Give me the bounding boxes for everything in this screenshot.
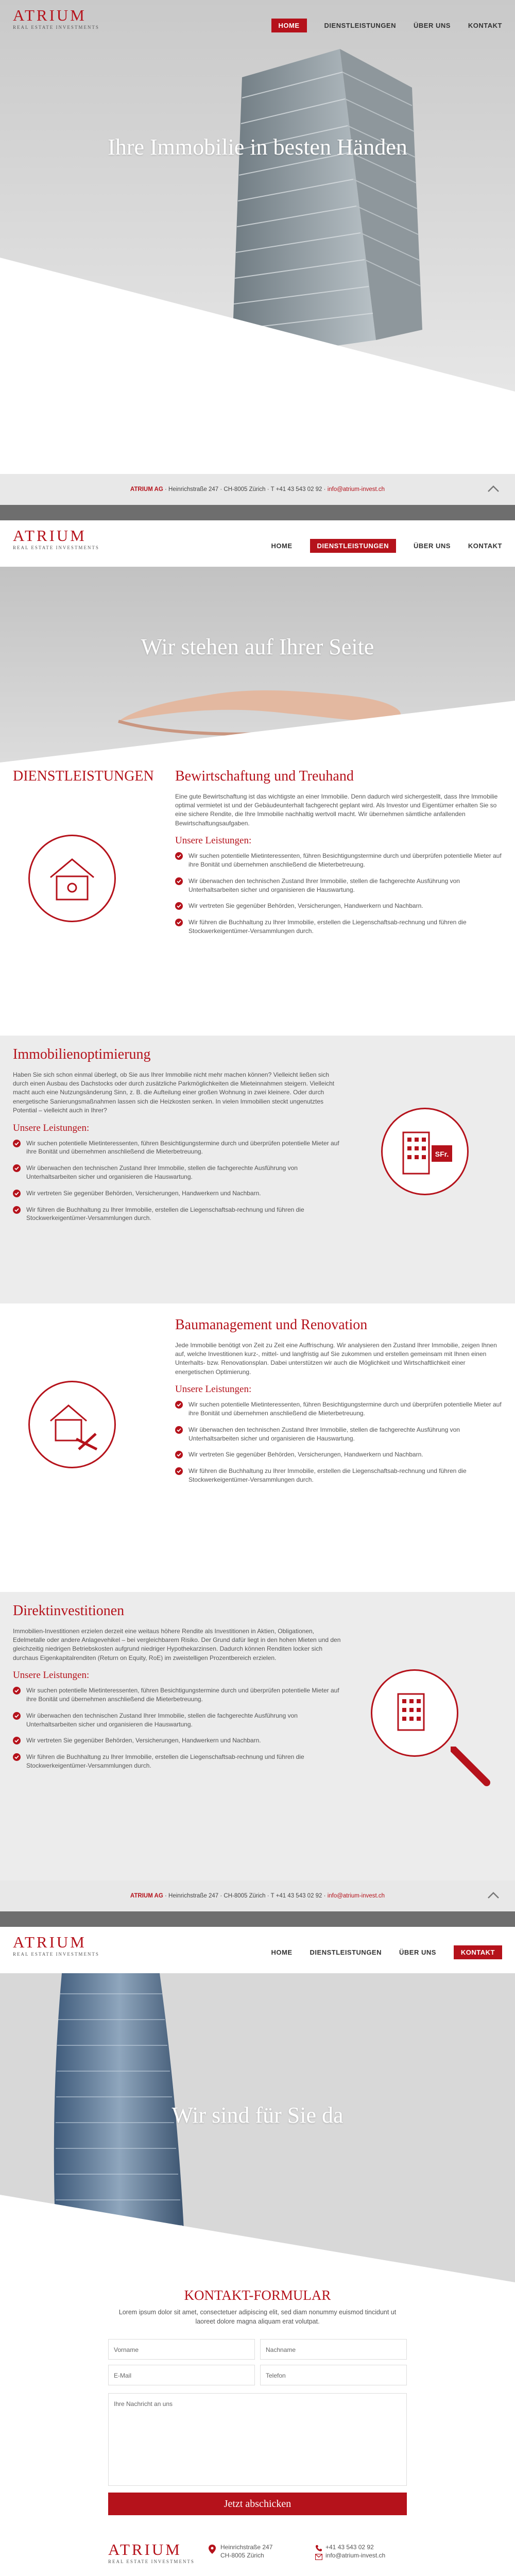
- logo-tagline: REAL ESTATE INVESTMENTS: [108, 2559, 195, 2564]
- contact-info: [0, 2537, 515, 2576]
- check-icon: [175, 1401, 183, 1409]
- nav-ueber-uns[interactable]: ÜBER UNS: [414, 542, 451, 550]
- service-list-title: Unsere Leistungen:: [175, 835, 252, 846]
- email-field[interactable]: E-Mail: [108, 2365, 255, 2385]
- list-item: Wir suchen potentielle Mietinteressenten, führen Besichtigungstermine durch und überprüfen potentielle Mieter auf ihre Bonität und übernehmen anschließend die Mieterbetreuung.: [175, 1400, 505, 1418]
- footer-bar: [0, 1880, 515, 1911]
- nav-ueber-uns[interactable]: ÜBER UNS: [399, 1948, 436, 1956]
- nav-dienstleistungen[interactable]: DIENSTLEISTUNGEN: [310, 539, 396, 553]
- logo-name: ATRIUM: [13, 1933, 87, 1951]
- contact-hero: [0, 1973, 515, 2282]
- main-menu: [271, 19, 502, 32]
- services-hero: [0, 567, 515, 762]
- section-divider: [0, 1911, 515, 1927]
- service-text: Eine gute Bewirtschaftung ist das wichtigste an einer Immobilie. Denn dadurch wird sichergestellt, dass Ihre Immobilie optimal vermietet ist und der Gebäudeunterhalt fachgerecht geplant wird. Als Investor und Eigentümer erhalten Sie so eine sichere Rendite, die Ihre Immobilie nachhaltig wertvoll macht. Wir übernehmen sämtliche anfallenden Bewirtschaftungsaufgaben.: [175, 792, 498, 827]
- service-title: Direktinvestitionen: [13, 1603, 125, 1619]
- logo[interactable]: [13, 1934, 99, 1957]
- check-icon: [175, 902, 183, 910]
- list-item: Wir vertreten Sie gegenüber Behörden, Versicherungen, Handwerkern und Nachbarn.: [13, 1736, 342, 1745]
- address-line-2: CH-8005 Zürich: [220, 2552, 264, 2559]
- list-item: Wir führen die Buchhaltung zu Ihrer Immobilie, erstellen die Liegenschaftsab-rechnung und führen die Stockwerkeigentümer-Versammlungen durch.: [13, 1206, 342, 1223]
- hero-slant: [0, 701, 515, 762]
- mail-icon: [315, 2554, 322, 2560]
- service-list: [175, 1400, 505, 1484]
- footer-address: · Heinrichstraße 247 · CH-8005 Zürich · T +41 43 543 02 92 ·: [165, 486, 326, 493]
- list-item: Wir überwachen den technischen Zustand Ihrer Immobilie, stellen die fachgerechte Ausführung von Unterhaltsarbeiten sicher und organisieren die Hauswartung.: [175, 877, 505, 894]
- list-item: Wir suchen potentielle Mietinteressenten, führen Besichtigungstermine durch und überprüfen potentielle Mieter auf ihre Bonität und übernehmen anschließend die Mieterbetreuung.: [175, 852, 505, 869]
- nachname-field[interactable]: Nachname: [260, 2339, 407, 2360]
- check-icon: [175, 1426, 183, 1434]
- section-divider: [0, 505, 515, 520]
- house-key-icon: [28, 835, 116, 922]
- scroll-top-icon[interactable]: [485, 1887, 502, 1904]
- check-icon: [13, 1737, 21, 1744]
- address-line-1: Heinrichstraße 247: [220, 2544, 273, 2551]
- logo-name: ATRIUM: [108, 2540, 182, 2558]
- footer-address: · Heinrichstraße 247 · CH-8005 Zürich · T +41 43 543 02 92 ·: [165, 1893, 326, 1899]
- hero-title: Wir sind für Sie da: [171, 2103, 344, 2128]
- footer-company: ATRIUM AG: [130, 486, 163, 493]
- nav-kontakt[interactable]: KONTAKT: [454, 1945, 502, 1959]
- list-item: Wir führen die Buchhaltung zu Ihrer Immobilie, erstellen die Liegenschaftsab-rechnung und führen die Stockwerkeigentümer-Versammlungen durch.: [175, 1467, 505, 1484]
- logo-tagline: REAL ESTATE INVESTMENTS: [13, 25, 99, 30]
- svg-text:SFr.: SFr.: [435, 1150, 449, 1158]
- logo[interactable]: [13, 7, 99, 30]
- service-text: Jede Immobilie benötigt von Zeit zu Zeit eine Auffrischung. Wir analysieren den Zustand Ihrer Immobilie, zeigen Ihnen auf, welche Investitionen kurz-, mittel- und langfristig auf Sie zukommen und erstellen gemeinsam mit Ihnen einen Unterhalts- bzw. Renovationsplan. Dabei unterstützen wir auch die Möglichkeit und Wirtschaftlichkeit einer energetischen Optimierung.: [175, 1341, 497, 1376]
- contact-phone[interactable]: +41 43 543 02 92: [325, 2544, 374, 2551]
- logo-tagline: REAL ESTATE INVESTMENTS: [13, 1952, 99, 1957]
- list-item: Wir vertreten Sie gegenüber Behörden, Versicherungen, Handwerkern und Nachbarn.: [175, 1450, 505, 1459]
- nav-dienstleistungen[interactable]: DIENSTLEISTUNGEN: [324, 22, 396, 29]
- logo-name: ATRIUM: [13, 527, 87, 545]
- nav-home[interactable]: HOME: [271, 542, 293, 550]
- contact-form-section: [0, 2282, 515, 2576]
- check-icon: [175, 919, 183, 926]
- list-item: Wir überwachen den technischen Zustand Ihrer Immobilie, stellen die fachgerechte Ausführung von Unterhaltsarbeiten sicher und organisieren die Hauswartung.: [175, 1426, 505, 1443]
- service-title: Baumanagement und Renovation: [175, 1317, 368, 1333]
- check-icon: [175, 1467, 183, 1475]
- top-navigation-contact: [0, 1927, 515, 1973]
- footer-email[interactable]: info@atrium-invest.ch: [327, 1893, 385, 1899]
- hero-title: Wir stehen auf Ihrer Seite: [141, 634, 374, 659]
- search-building-icon: [371, 1669, 458, 1757]
- check-icon: [175, 877, 183, 885]
- service-optimierung: [0, 1036, 515, 1303]
- service-list-title: Unsere Leistungen:: [13, 1670, 90, 1681]
- submit-button[interactable]: Jetzt abschicken: [108, 2493, 407, 2515]
- phone-icon: [315, 2545, 322, 2552]
- logo-tagline: REAL ESTATE INVESTMENTS: [13, 545, 99, 550]
- location-pin-icon: [209, 2545, 216, 2554]
- footer-email[interactable]: info@atrium-invest.ch: [327, 486, 385, 493]
- service-text: Immobilien-Investitionen erzielen derzeit eine weitaus höhere Rendite als Investitionen in Aktien, Obligationen, Edelmetalle oder andere Anlagevehikel – bei vergleichbarem Risiko. Der Grund dafür liegt in den hohen Mieten und den gleichzeitig niedrigen Betriebskosten aufgrund niedriger Hypothekarzinsen. Dadurch können Renditen locker sich durchaus Eigenkapitalrenditen (Return on Equity, RoE) im zweistelligen Prozentbereich erzielen.: [13, 1627, 341, 1662]
- top-navigation-services: [0, 520, 515, 567]
- service-bau: [0, 1303, 515, 1592]
- vorname-field[interactable]: Vorname: [108, 2339, 255, 2360]
- check-icon: [13, 1190, 21, 1197]
- renovation-icon: [28, 1381, 116, 1468]
- list-item: Wir suchen potentielle Mietinteressenten, führen Besichtigungstermine durch und überprüfen potentielle Mieter auf ihre Bonität und übernehmen anschließend die Mieterbetreuung.: [13, 1139, 342, 1157]
- hero-slant: [0, 2195, 515, 2282]
- contact-title: KONTAKT-FORMULAR: [184, 2287, 331, 2303]
- nav-ueber-uns[interactable]: ÜBER UNS: [414, 22, 451, 29]
- service-list: [175, 852, 505, 936]
- hero-slant: [0, 258, 515, 474]
- list-item: Wir vertreten Sie gegenüber Behörden, Versicherungen, Handwerkern und Nachbarn.: [13, 1189, 342, 1198]
- list-item: Wir überwachen den technischen Zustand Ihrer Immobilie, stellen die fachgerechte Ausführung von Unterhaltsarbeiten sicher und organisieren die Hauswartung.: [13, 1711, 342, 1729]
- service-list: [13, 1139, 342, 1223]
- home-hero: [0, 0, 515, 474]
- check-icon: [175, 852, 183, 860]
- list-item: Wir führen die Buchhaltung zu Ihrer Immobilie, erstellen die Liegenschaftsab-rechnung und führen die Stockwerkeigentümer-Versammlungen durch.: [13, 1753, 342, 1770]
- contact-intro: Lorem ipsum dolor sit amet, consectetuer adipiscing elit, sed diam nonummy euismod tincidunt ut laoreet dolore magna aliquam erat volutpat.: [118, 2309, 397, 2326]
- service-treuhand: [0, 762, 515, 1036]
- nav-home[interactable]: HOME: [271, 1948, 293, 1956]
- main-menu: [271, 539, 502, 553]
- building-chf-icon: [381, 1108, 469, 1195]
- telefon-field[interactable]: Telefon: [260, 2365, 407, 2385]
- nav-kontakt[interactable]: KONTAKT: [468, 22, 502, 29]
- service-list: [13, 1686, 342, 1770]
- magnifier-handle-icon: [451, 1747, 492, 1788]
- footer-bar: [0, 474, 515, 505]
- service-list-title: Unsere Leistungen:: [13, 1122, 90, 1133]
- nav-home[interactable]: HOME: [271, 19, 307, 32]
- check-icon: [13, 1712, 21, 1720]
- service-title: Bewirtschaftung und Treuhand: [175, 768, 354, 784]
- check-icon: [13, 1140, 21, 1147]
- hero-title: Ihre Immobilie in besten Händen: [108, 134, 407, 160]
- check-icon: [175, 1451, 183, 1459]
- service-title: Immobilienoptimierung: [13, 1046, 151, 1062]
- logo[interactable]: [13, 528, 99, 550]
- message-field[interactable]: Ihre Nachricht an uns: [108, 2393, 407, 2486]
- logo-name: ATRIUM: [13, 6, 87, 24]
- main-menu: [271, 1945, 502, 1959]
- check-icon: [13, 1753, 21, 1761]
- top-navigation: [0, 0, 515, 46]
- list-item: Wir überwachen den technischen Zustand Ihrer Immobilie, stellen die fachgerechte Ausführung von Unterhaltsarbeiten sicher und organisieren die Hauswartung.: [13, 1164, 342, 1181]
- logo[interactable]: [108, 2541, 195, 2564]
- services-heading: DIENSTLEISTUNGEN: [13, 768, 154, 784]
- service-direkt: [0, 1592, 515, 1880]
- nav-dienstleistungen[interactable]: DIENSTLEISTUNGEN: [310, 1948, 382, 1956]
- list-item: Wir führen die Buchhaltung zu Ihrer Immobilie, erstellen die Liegenschaftsab-rechnung und führen die Stockwerkeigentümer-Versammlungen durch.: [175, 918, 505, 936]
- check-icon: [13, 1206, 21, 1214]
- scroll-top-icon[interactable]: [485, 480, 502, 498]
- footer-company: ATRIUM AG: [130, 1893, 163, 1899]
- check-icon: [13, 1687, 21, 1694]
- service-text: Haben Sie sich schon einmal überlegt, ob Sie aus Ihrer Immobilie nicht mehr machen können? Vielleicht ließen sich durch einen Ausbau des Dachstocks oder durch zusätzliche Parkmöglichkeiten die Mieteinnahmen steigern. Vielleicht macht auch eine Nutzungsänderung Sinn, z. B. die Aufteilung einer großen Wohnung in zwei kleinere. Oder durch energetische Sanierungsmaßnahmen lassen sich die Heizkosten senken. In vielen Immobilien steckt ungenutztes Potential – vielleicht auch in Ihrer?: [13, 1071, 335, 1114]
- list-item: Wir vertreten Sie gegenüber Behörden, Versicherungen, Handwerkern und Nachbarn.: [175, 902, 505, 910]
- list-item: Wir suchen potentielle Mietinteressenten, führen Besichtigungstermine durch und überprüfen potentielle Mieter auf ihre Bonität und übernehmen anschließend die Mieterbetreuung.: [13, 1686, 342, 1704]
- nav-kontakt[interactable]: KONTAKT: [468, 542, 502, 550]
- service-list-title: Unsere Leistungen:: [175, 1384, 252, 1395]
- check-icon: [13, 1164, 21, 1172]
- contact-email[interactable]: info@atrium-invest.ch: [325, 2552, 386, 2559]
